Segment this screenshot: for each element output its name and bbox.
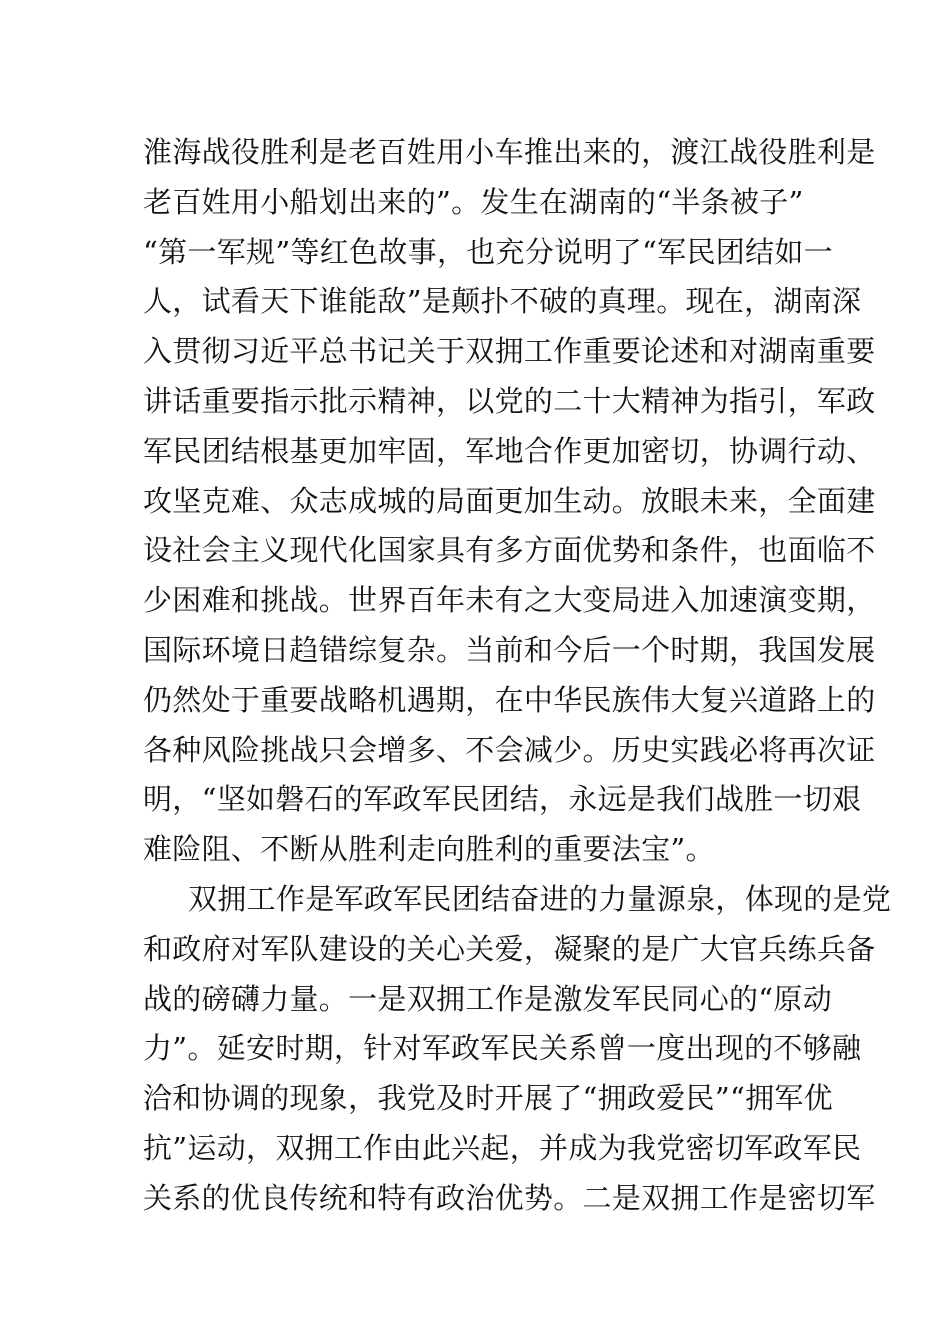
paragraph-2-line-5: 洽和协调的现象，我党及时开展了“拥政爱民”“拥军优	[143, 1081, 833, 1116]
paragraph-1-line-5: 入贯彻习近平总书记关于双拥工作重要论述和对湖南重要	[143, 334, 876, 369]
paragraph-1-line-10: 少困难和挑战。世界百年未有之大变局进入加速演变期，	[143, 583, 876, 618]
paragraph-1-line-4: 人，试看天下谁能敌”是颠扑不破的真理。现在，湖南深	[143, 284, 862, 319]
paragraph-1-line-15: 难险阻、不断从胜利走向胜利的重要法宝”。	[143, 832, 715, 867]
paragraph-2-line-4: 力”。延安时期，针对军政军民关系曾一度出现的不够融	[143, 1031, 862, 1066]
paragraph-1-line-9: 设社会主义现代化国家具有多方面优势和条件，也面临不	[143, 533, 876, 568]
paragraph-2-line-2: 和政府对军队建设的关心关爱，凝聚的是广大官兵练兵备	[143, 931, 876, 966]
paragraph-1-line-7: 军民团结根基更加牢固，军地合作更加密切，协调行动、	[143, 433, 876, 468]
paragraph-2-line-7: 关系的优良传统和特有政治优势。二是双拥工作是密切军	[143, 1180, 876, 1215]
paragraph-1-line-8: 攻坚克难、众志成城的局面更加生动。放眼未来，全面建	[143, 483, 876, 518]
paragraph-1-line-14: 明，“坚如磐石的军政军民团结，永远是我们战胜一切艰	[143, 782, 862, 817]
paragraph-2-line-1: 双拥工作是军政军民团结奋进的力量源泉，体现的是党	[188, 881, 892, 916]
paragraph-1-line-2: 老百姓用小船划出来的”。发生在湖南的“半条被子”	[143, 184, 804, 219]
paragraph-1-line-12: 仍然处于重要战略机遇期，在中华民族伟大复兴道路上的	[143, 682, 876, 717]
paragraph-1-line-11: 国际环境日趋错综复杂。当前和今后一个时期，我国发展	[143, 632, 876, 667]
paragraph-2-line-6: 抗”运动，双拥工作由此兴起，并成为我党密切军政军民	[143, 1130, 862, 1165]
paragraph-1-line-1: 淮海战役胜利是老百姓用小车推出来的，渡江战役胜利是	[143, 135, 876, 169]
paragraph-1-line-13: 各种风险挑战只会增多、不会减少。历史实践必将再次证	[143, 732, 876, 767]
body-text	[143, 128, 892, 1224]
paragraph-1-line-6: 讲话重要指示批示精神，以党的二十大精神为指引，军政	[143, 383, 876, 418]
paragraph-1-line-3: “第一军规”等红色故事，也充分说明了“军民团结如一	[143, 234, 833, 269]
paragraph-2-line-3: 战的磅礴力量。一是双拥工作是激发军民同心的“原动	[143, 981, 833, 1016]
